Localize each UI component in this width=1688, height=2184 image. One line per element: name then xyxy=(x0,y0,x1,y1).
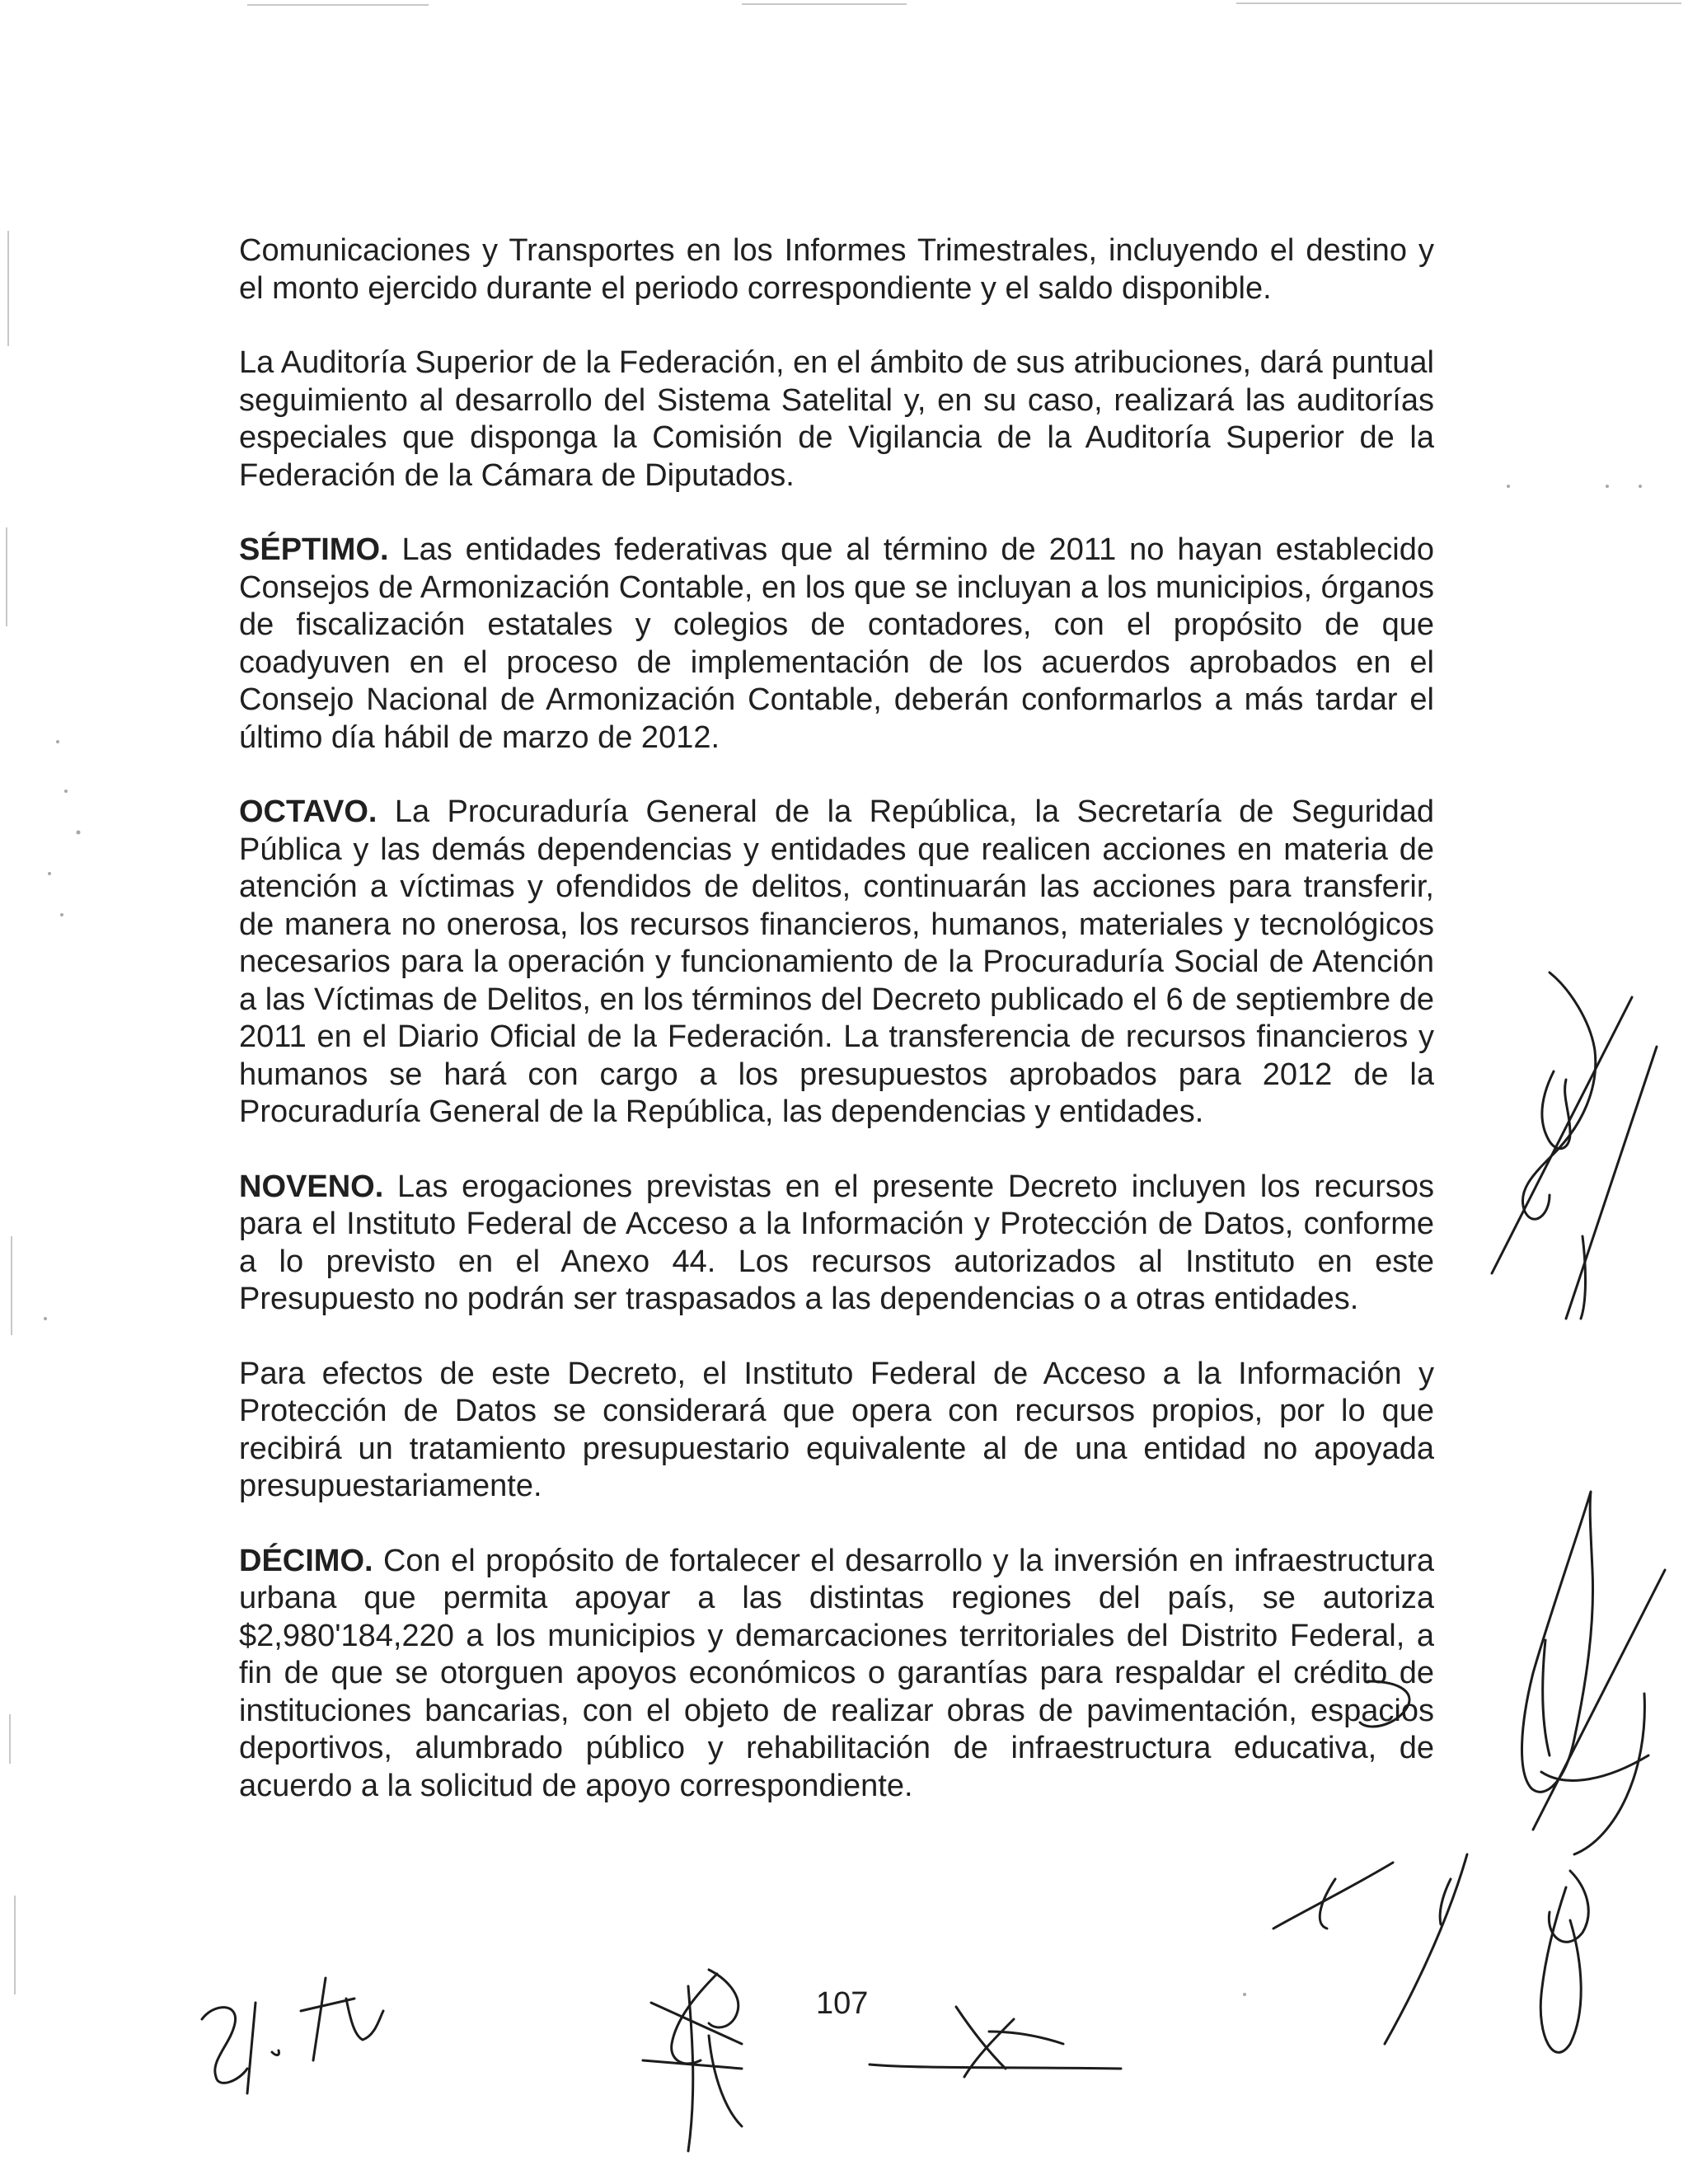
paragraph-text: La Procuraduría General de la República, la Secretaría de Seguridad Pública y las demás dependencias y entidades que realicen acciones en materia de atención a víctimas y ofendidos de delitos, continuarán las acciones para transferir, de manera no onerosa, los recursos financieros, humanos, materiales y tecnológicos necesarios para la operación y funcionamiento de la Procuraduría Social de Atención a las Víctimas de Delitos, en los términos del Decreto publicado el 6 de septiembre de 2011 en el Diario Oficial de la Federación. La transferencia de recursos financieros y humanos se hará con cargo a los presupuestos aprobados para 2012 de la Procuraduría General de la República, las dependencias y entidades. xyxy=(239,794,1434,1129)
paragraph-text: La Auditoría Superior de la Federación, en el ámbito de sus atribuciones, dará puntual seguimiento al desarrollo del Sistema Satelital y, en su caso, realizará las auditorías especiales que disponga la Comisión de Vigilancia de la Auditoría Superior de la Federación de la Cámara de Diputados. xyxy=(239,345,1434,493)
article-heading: SÉPTIMO. xyxy=(239,532,389,567)
article-heading: OCTAVO. xyxy=(239,794,377,829)
signature-bottom-right xyxy=(870,2007,1121,2077)
initials-bottom-left xyxy=(202,1978,383,2093)
article-heading: DÉCIMO. xyxy=(239,1543,373,1578)
paragraph-text: Las erogaciones previstas en el presente Decreto incluyen los recursos para el Instituto Federal de Acceso a la Información y Protección de Datos, conforme a lo previsto en el Anexo 44. Los recursos autorizados al Instituto en este Presupuesto no podrán ser traspasados a las dependencias o a otras entidades. xyxy=(239,1169,1434,1316)
page-number: 107 xyxy=(816,1986,869,2021)
signature-right-lower xyxy=(1385,1854,1588,2052)
article-heading: NOVENO. xyxy=(239,1169,384,1204)
signature-bottom-center xyxy=(643,1970,742,2151)
paragraph-text: Para efectos de este Decreto, el Instituto Federal de Acceso a la Información y Protección de Datos se considerará que opera con recursos propios, por lo que recibirá un tratamiento presupuestario equivalente al de una entidad no apoyada presupuestariamente. xyxy=(239,1356,1434,1503)
signature-flourish-text xyxy=(1273,1681,1409,1929)
paragraph-text: Con el propósito de fortalecer el desarrollo y la inversión en infraestructura urbana que permita apoyar a las distintas regiones del país, se autoriza $2,980'184,220 a los municipios y demarcaciones territoriales del Distrito Federal, a fin de que se otorguen apoyos económicos o garantías para respaldar el crédito de instituciones bancarias, con el objeto de realizar obras de pavimentación, espacios deportivos, alumbrado público y rehabilitación de infraestructura educativa, de acuerdo a la solicitud de apoyo correspondiente. xyxy=(239,1543,1435,1803)
signature-right-middle xyxy=(1522,1492,1665,1854)
paragraph-text: Las entidades federativas que al término de 2011 no hayan establecido Consejos de Armonización Contable, en los que se incluyan a los municipios, órganos de fiscalización estatales y colegios de contadores, con el propósito de que coadyuven en el proceso de implementación de los acuerdos aprobados en el Consejo Nacional de Armonización Contable, deberán conformarlos a más tardar el último día hábil de marzo de 2012. xyxy=(239,532,1434,755)
signature-right-upper xyxy=(1492,972,1657,1319)
paragraph-text: Comunicaciones y Transportes en los Informes Trimestrales, incluyendo el destino y el monto ejercido durante el periodo correspondiente y el saldo disponible. xyxy=(239,233,1434,306)
